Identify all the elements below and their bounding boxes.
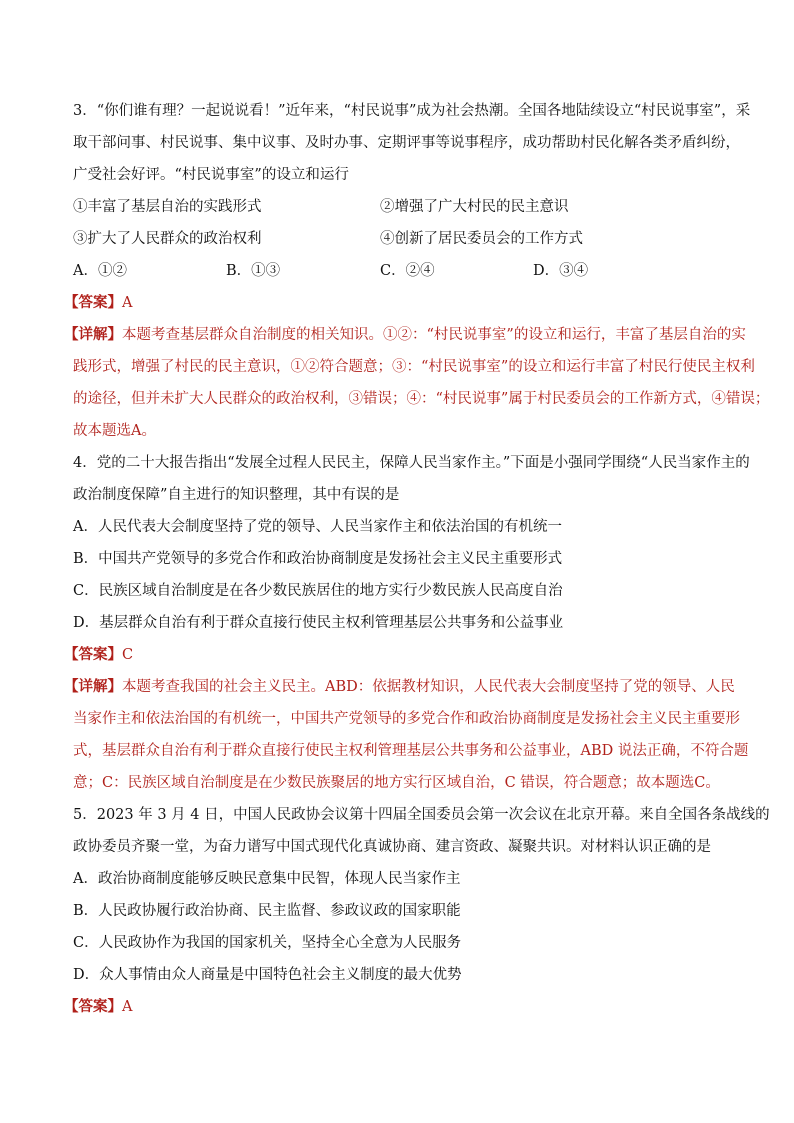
detail-text: 本题考查我国的社会主义民主。ABD：依据教材知识，人民代表大会制度坚持了党的领导、人民	[122, 679, 735, 695]
answer-tag: 【答案】	[64, 294, 122, 311]
q4-stem-line-1: 4．党的二十大报告指出“发展全过程人民民主，保障人民当家作主。”下面是小强同学围绕“人民当家作主的	[73, 455, 750, 471]
q3-detail-line-3: 的途径，但并未扩大人民群众的政治权利，③错误；④：“村民说事”属于村民委员会的工作新方式，④错误；	[73, 391, 770, 407]
q4-stem-line-2: 政治制度保障”自主进行的知识整理，其中有误的是	[73, 487, 400, 503]
answer-value: A	[122, 999, 133, 1015]
q3-choice-d: D．③④	[533, 263, 589, 279]
q3-choice-a: A．①②	[73, 263, 127, 279]
q4-detail-line-4: 意；C：民族区域自治制度是在少数民族聚居的地方实行区域自治，C 错误，符合题意；故本题选C。	[73, 775, 720, 791]
q5-stem-line-2: 政协委员齐聚一堂，为奋力谱写中国式现代化真诚协商、建言资政、凝聚共识。对材料认识正确的是	[73, 839, 711, 855]
detail-tag: 【详解】	[64, 678, 122, 695]
detail-tag: 【详解】	[64, 326, 122, 343]
q5-choice-d: D．众人事情由众人商量是中国特色社会主义制度的最大优势	[73, 967, 462, 983]
answer-tag: 【答案】	[64, 646, 122, 663]
q3-stem-line-3: 广受社会好评。“村民说事室”的设立和运行	[73, 167, 349, 183]
q4-detail-line-1	[64, 677, 735, 697]
q4-answer	[64, 645, 133, 665]
detail-text: 本题考查基层群众自治制度的相关知识。①②：“村民说事室”的设立和运行，丰富了基层自治的实	[122, 327, 746, 343]
q3-detail-line-2: 践形式，增强了村民的民主意识，①②符合题意；③：“村民说事室”的设立和运行丰富了村民行使民主权利	[73, 359, 755, 375]
q3-item-1: ①丰富了基层自治的实践形式	[73, 199, 262, 215]
q3-item-2: ②增强了广大村民的民主意识	[380, 199, 569, 215]
q5-stem-line-1: 5．2023 年 3 月 4 日，中国人民政协会议第十四届全国委员会第一次会议在北京开幕。来自全国各条战线的	[73, 807, 770, 823]
q3-choice-c: C．②④	[380, 263, 435, 279]
q3-answer	[64, 293, 132, 313]
q3-choice-b: B．①③	[226, 263, 281, 279]
q4-choice-d: D．基层群众自治有利于群众直接行使民主权利管理基层公共事务和公益事业	[73, 615, 564, 631]
q4-choice-b: B．中国共产党领导的多党合作和政治协商制度是发扬社会主义民主重要形式	[73, 551, 563, 567]
answer-tag: 【答案】	[64, 998, 122, 1015]
q4-choice-a: A．人民代表大会制度坚持了党的领导、人民当家作主和依法治国的有机统一	[73, 519, 562, 535]
q5-choice-a: A．政治协商制度能够反映民意集中民智，体现人民当家作主	[73, 871, 461, 887]
q5-answer	[64, 997, 132, 1017]
q5-choice-b: B．人民政协履行政治协商、民主监督、参政议政的国家职能	[73, 903, 461, 919]
q3-item-4: ④创新了居民委员会的工作方式	[380, 231, 583, 247]
q3-item-3: ③扩大了人民群众的政治权利	[73, 231, 262, 247]
q3-stem-line-1: 3．“你们谁有理？一起说说看！”近年来，“村民说事”成为社会热潮。全国各地陆续设立“村民说事室”，采	[73, 103, 751, 119]
q3-stem-line-2: 取干部问事、村民说事、集中议事、及时办事、定期评事等说事程序，成功帮助村民化解各类矛盾纠纷，	[73, 135, 740, 151]
q5-choice-c: C．人民政协作为我国的国家机关，坚持全心全意为人民服务	[73, 935, 462, 951]
q3-detail-line-4: 故本题选A。	[73, 423, 156, 439]
answer-value: A	[122, 295, 133, 311]
answer-value: C	[122, 647, 134, 663]
q3-detail-line-1	[64, 325, 746, 345]
q4-detail-line-3: 式，基层群众自治有利于群众直接行使民主权利管理基层公共事务和公益事业，ABD 说法正确，不符合题	[73, 743, 749, 759]
q4-detail-line-2: 当家作主和依法治国的有机统一，中国共产党领导的多党合作和政治协商制度是发扬社会主义民主重要形	[73, 711, 740, 727]
q4-choice-c: C．民族区域自治制度是在各少数民族居住的地方实行少数民族人民高度自治	[73, 583, 563, 599]
